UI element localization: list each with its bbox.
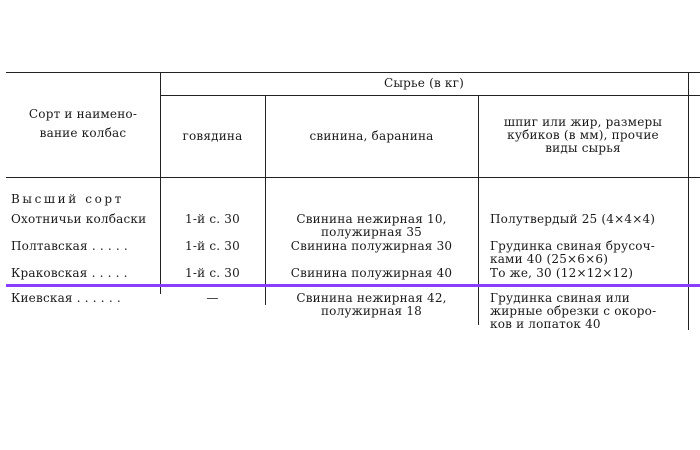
row-pork-line-2: полужирная 35 — [320, 225, 423, 239]
header-bottom-rule — [6, 177, 700, 178]
section-title: Высший сорт — [11, 192, 124, 206]
row-other-line-1: Грудинка свиная или — [490, 291, 630, 305]
header-beef: говядина — [182, 129, 243, 143]
column-rule-1 — [160, 72, 161, 294]
header-sort-line-1: Сорт и наимено- — [28, 107, 138, 121]
row-other-line-1: Полутвердый 25 (4×4×4) — [490, 212, 656, 226]
row-pork-line-1: Свинина нежирная 42, — [296, 291, 447, 305]
row-name: Киевская . . . . . . — [11, 291, 121, 305]
table-top-rule — [6, 72, 700, 73]
row-beef: — — [206, 291, 219, 305]
row-beef: 1-й с. 30 — [185, 239, 240, 253]
column-rule-4 — [688, 72, 689, 330]
row-other-line-3: ков и лопаток 40 — [490, 317, 601, 331]
row-pork-line-1: Свинина полужирная 30 — [290, 239, 453, 253]
row-pork-line-1: Свинина нежирная 10, — [296, 212, 447, 226]
header-sort-line-2: вание колбас — [39, 126, 127, 140]
row-name: Охотничьи колбаски — [11, 212, 147, 226]
row-other-line-1: То же, 30 (12×12×12) — [490, 266, 634, 280]
row-pork-line-2: полужирная 18 — [320, 304, 423, 318]
row-beef: 1-й с. 30 — [185, 212, 240, 226]
header-pork-mutton: свинина, баранина — [309, 129, 434, 143]
row-name: Краковская . . . . . — [11, 266, 128, 280]
row-other-line-2: ками 40 (25×6×6) — [490, 252, 609, 266]
row-other-line-1: Грудинка свиная брусоч- — [490, 239, 656, 253]
row-other-line-2: жирные обрезки с окоро- — [490, 304, 657, 318]
header-raw-material: Сырье (в кг) — [384, 76, 464, 90]
highlight-divider-line — [6, 284, 700, 287]
row-beef: 1-й с. 30 — [185, 266, 240, 280]
row-pork-line-1: Свинина полужирная 40 — [290, 266, 453, 280]
header-other-line-2: кубиков (в мм), прочие — [507, 128, 659, 142]
header-other-line-3: виды сырья — [545, 141, 621, 155]
row-name: Полтавская . . . . . — [11, 239, 128, 253]
header-other-line-1: шпиг или жир, размеры — [503, 115, 663, 129]
header-subrule — [160, 95, 700, 96]
